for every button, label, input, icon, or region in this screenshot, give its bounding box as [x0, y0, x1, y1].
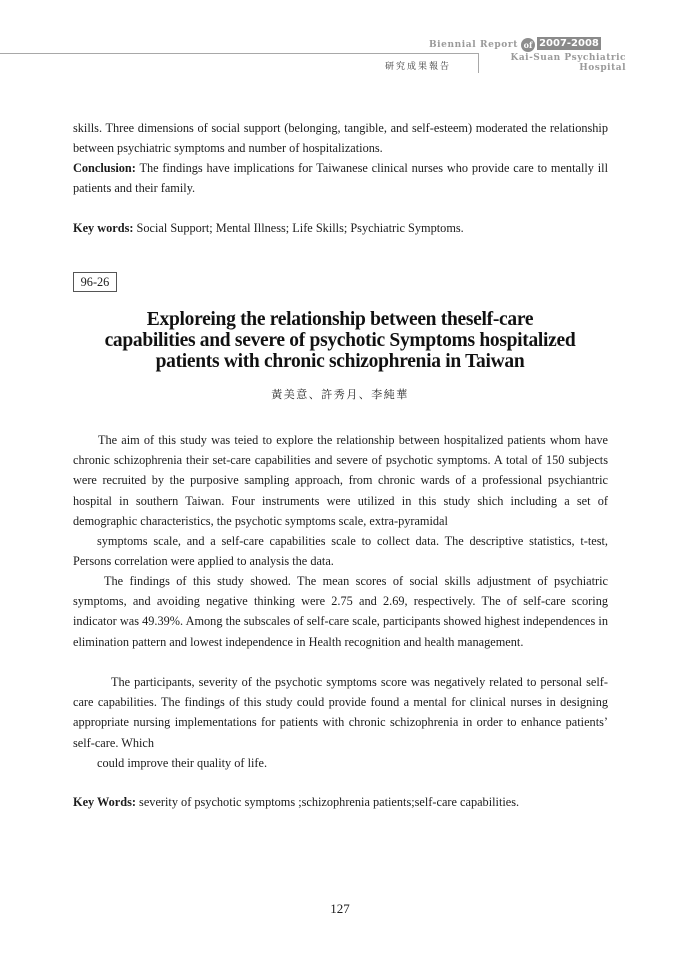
- abstract-para-1: The aim of this study was teied to explore the relationship between hospitalized patients whom have chronic schizophrenia their set-care capabilities and severe of psychotic symptoms. A total of 150 subjects were recruited by the purposive sampling approach, from chronic wards of a professional psychiantric hospital in southern Taiwan. Four instruments were utilized in this study shich including a set of demographic characteristics, the psychotic symptoms scale, extra-pyramidal: [73, 433, 608, 528]
- report-title: Biennial Report: [428, 40, 518, 50]
- header-rule: [0, 53, 478, 54]
- prev-keywords: [73, 218, 608, 238]
- hospital-name: Kai-Suan Psychiatric Hospital: [510, 53, 626, 73]
- abstract-para-2: symptoms scale, and a self-care capabilities scale to collect data. The descriptive statistics, t-test, Persons correlation were applied to analysis the data.: [73, 534, 608, 569]
- keywords-label: Key words:: [73, 221, 134, 235]
- abstract-para-3: The findings of this study showed. The mean scores of social skills adjustment of psychiatric symptoms, and avoiding negative thinking were 2.75 and 2.69, respectively. The of self-care scoring indicator was 49.39%. Among the subscales of self-care scale, participants showed highest independences in elimination pattern and lowest independence in Health recognition and health management.: [73, 574, 608, 649]
- section-title-chinese: 研究成果報告: [385, 62, 452, 72]
- article-keywords-text: severity of psychotic symptoms ;schizophrenia patients;self-care capabilities.: [139, 795, 520, 809]
- article-keywords-label: Key Words:: [73, 795, 136, 809]
- title-line-3: patients with chronic schizophrenia in Taiwan: [155, 351, 525, 372]
- page-number: 127: [330, 901, 350, 916]
- authors: 黃美意、許秀月、李純華: [271, 388, 409, 401]
- report-years: 2007-2008: [537, 37, 601, 50]
- abstract-para-5: could improve their quality of life.: [97, 756, 268, 770]
- article-title: [40, 309, 640, 372]
- abstract-para-4: The participants, severity of the psychotic symptoms score was negatively related to personal self-care capabilities. The findings of this study could provide found a mental for clinical nurses in designing appropriate nursing implementations for patients with chronic schizophrenia in order to enhance patients’ self-care. Which: [73, 675, 608, 750]
- report-of-badge: of: [521, 38, 535, 52]
- article-code: 96-26: [73, 272, 117, 292]
- prev-abstract-text: skills. Three dimensions of social support (belonging, tangible, and self-esteem) moderated the relationship between psychiatric symptoms and number of hospitalizations.: [73, 121, 608, 156]
- title-line-2: capabilities and severe of psychotic Symptoms hospitalized: [104, 330, 576, 351]
- article-keywords: [73, 792, 608, 812]
- conclusion-text: The findings have implications for Taiwanese clinical nurses who provide care to mentally ill patients and their family.: [73, 161, 608, 196]
- conclusion-label: Conclusion:: [73, 161, 136, 175]
- keywords-text: Social Support; Mental Illness; Life Skills; Psychiatric Symptoms.: [133, 221, 464, 235]
- prev-conclusion: [73, 158, 608, 198]
- header-rule-vertical: [478, 53, 479, 73]
- title-line-1: Exploreing the relationship between theself-care: [146, 309, 534, 330]
